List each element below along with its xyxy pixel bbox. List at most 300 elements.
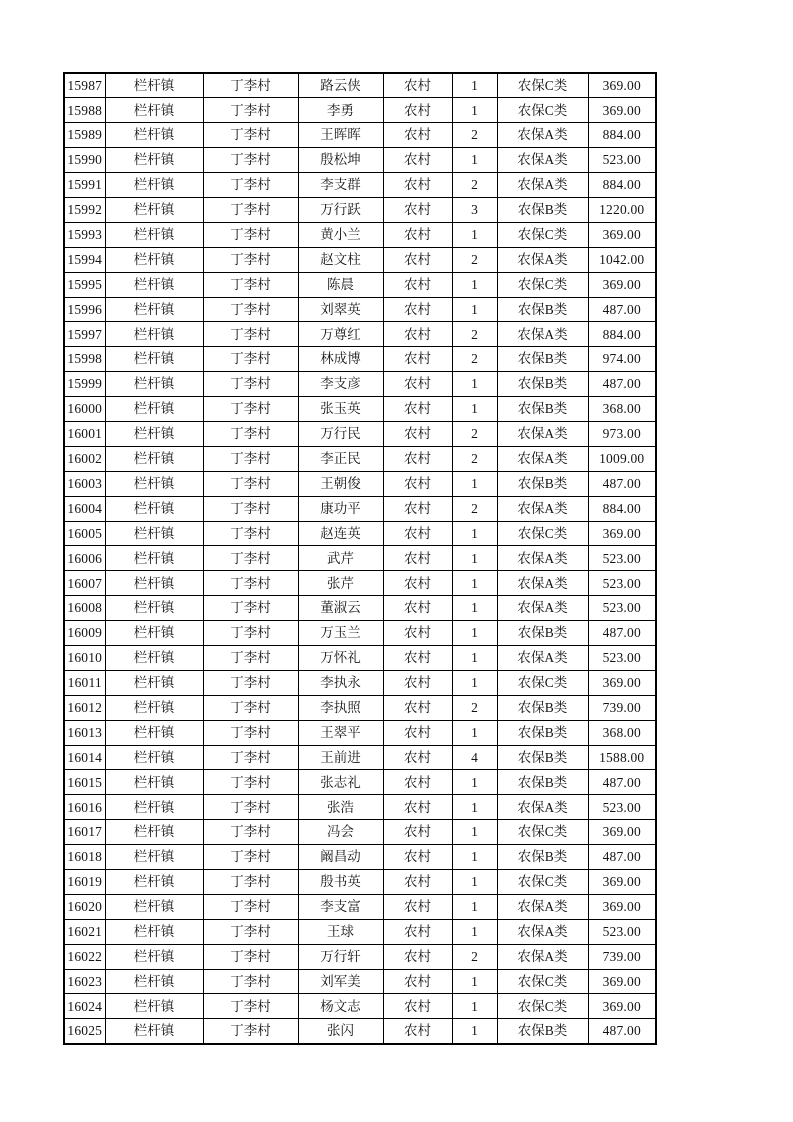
cell-serial: 16018 [64,845,105,870]
cell-village: 丁李村 [203,297,298,322]
cell-serial: 15989 [64,123,105,148]
table-row [64,870,656,895]
cell-person-count: 2 [452,695,497,720]
cell-insurance-category: 农保C类 [497,98,588,123]
cell-serial: 15998 [64,347,105,372]
cell-person-count: 3 [452,197,497,222]
cell-name: 李支群 [298,173,383,198]
cell-insurance-category: 农保B类 [497,695,588,720]
cell-amount: 1588.00 [588,745,656,770]
cell-residence-type: 农村 [383,546,452,571]
cell-insurance-category: 农保C类 [497,272,588,297]
cell-name: 万尊红 [298,322,383,347]
cell-village: 丁李村 [203,919,298,944]
cell-serial: 15991 [64,173,105,198]
table-row [64,645,656,670]
cell-person-count: 1 [452,670,497,695]
cell-name: 林成博 [298,347,383,372]
cell-serial: 16007 [64,571,105,596]
cell-name: 赵文柱 [298,247,383,272]
cell-serial: 16014 [64,745,105,770]
cell-name: 李执永 [298,670,383,695]
cell-residence-type: 农村 [383,870,452,895]
cell-insurance-category: 农保B类 [497,845,588,870]
cell-amount: 369.00 [588,820,656,845]
cell-person-count: 1 [452,770,497,795]
cell-serial: 15988 [64,98,105,123]
table-row [64,919,656,944]
cell-residence-type: 农村 [383,894,452,919]
cell-serial: 16008 [64,596,105,621]
cell-serial: 16011 [64,670,105,695]
cell-name: 冯会 [298,820,383,845]
cell-village: 丁李村 [203,397,298,422]
cell-insurance-category: 农保A类 [497,173,588,198]
cell-village: 丁李村 [203,571,298,596]
cell-town: 栏杆镇 [105,1019,203,1044]
cell-insurance-category: 农保A类 [497,247,588,272]
cell-insurance-category: 农保C类 [497,969,588,994]
cell-person-count: 1 [452,297,497,322]
cell-insurance-category: 农保C类 [497,73,588,98]
cell-name: 万怀礼 [298,645,383,670]
cell-name: 李正民 [298,446,383,471]
cell-serial: 16003 [64,471,105,496]
cell-serial: 16024 [64,994,105,1019]
cell-residence-type: 农村 [383,496,452,521]
cell-village: 丁李村 [203,322,298,347]
cell-amount: 523.00 [588,546,656,571]
cell-person-count: 2 [452,421,497,446]
cell-name: 李勇 [298,98,383,123]
cell-town: 栏杆镇 [105,994,203,1019]
cell-amount: 884.00 [588,496,656,521]
cell-serial: 15997 [64,322,105,347]
cell-town: 栏杆镇 [105,73,203,98]
cell-amount: 369.00 [588,98,656,123]
cell-serial: 16021 [64,919,105,944]
cell-residence-type: 农村 [383,397,452,422]
cell-insurance-category: 农保C类 [497,870,588,895]
cell-village: 丁李村 [203,272,298,297]
cell-village: 丁李村 [203,994,298,1019]
cell-town: 栏杆镇 [105,471,203,496]
cell-person-count: 1 [452,272,497,297]
cell-person-count: 2 [452,446,497,471]
cell-amount: 368.00 [588,397,656,422]
table-row [64,222,656,247]
cell-insurance-category: 农保A类 [497,894,588,919]
cell-village: 丁李村 [203,446,298,471]
cell-village: 丁李村 [203,421,298,446]
cell-town: 栏杆镇 [105,98,203,123]
cell-person-count: 1 [452,820,497,845]
cell-town: 栏杆镇 [105,347,203,372]
cell-person-count: 2 [452,496,497,521]
cell-amount: 487.00 [588,372,656,397]
cell-insurance-category: 农保B类 [497,770,588,795]
table-row [64,745,656,770]
cell-residence-type: 农村 [383,571,452,596]
cell-residence-type: 农村 [383,919,452,944]
cell-village: 丁李村 [203,1019,298,1044]
cell-town: 栏杆镇 [105,571,203,596]
cell-name: 张浩 [298,795,383,820]
table-row [64,123,656,148]
cell-insurance-category: 农保B类 [497,397,588,422]
cell-name: 武芹 [298,546,383,571]
table-row [64,845,656,870]
cell-person-count: 1 [452,969,497,994]
cell-serial: 16002 [64,446,105,471]
cell-insurance-category: 农保A类 [497,571,588,596]
cell-amount: 369.00 [588,521,656,546]
cell-insurance-category: 农保A类 [497,795,588,820]
cell-amount: 368.00 [588,720,656,745]
cell-amount: 487.00 [588,297,656,322]
cell-name: 李支彦 [298,372,383,397]
cell-residence-type: 农村 [383,446,452,471]
cell-serial: 16025 [64,1019,105,1044]
cell-village: 丁李村 [203,222,298,247]
cell-village: 丁李村 [203,372,298,397]
table-row [64,820,656,845]
table-row [64,1019,656,1044]
cell-insurance-category: 农保C类 [497,222,588,247]
cell-person-count: 2 [452,247,497,272]
cell-person-count: 1 [452,845,497,870]
cell-town: 栏杆镇 [105,322,203,347]
cell-residence-type: 农村 [383,621,452,646]
cell-village: 丁李村 [203,820,298,845]
cell-serial: 16016 [64,795,105,820]
table-row [64,894,656,919]
cell-residence-type: 农村 [383,471,452,496]
cell-village: 丁李村 [203,770,298,795]
cell-serial: 16019 [64,870,105,895]
cell-village: 丁李村 [203,596,298,621]
cell-residence-type: 农村 [383,247,452,272]
cell-name: 黄小兰 [298,222,383,247]
cell-town: 栏杆镇 [105,397,203,422]
cell-insurance-category: 农保A类 [497,123,588,148]
cell-residence-type: 农村 [383,944,452,969]
cell-town: 栏杆镇 [105,720,203,745]
cell-person-count: 1 [452,397,497,422]
table-row [64,471,656,496]
cell-insurance-category: 农保B类 [497,1019,588,1044]
cell-serial: 15987 [64,73,105,98]
cell-serial: 15999 [64,372,105,397]
table-row [64,98,656,123]
table-row [64,322,656,347]
cell-town: 栏杆镇 [105,247,203,272]
table-row [64,670,656,695]
cell-town: 栏杆镇 [105,546,203,571]
cell-name: 刘翠英 [298,297,383,322]
cell-residence-type: 农村 [383,670,452,695]
table-row [64,73,656,98]
cell-amount: 369.00 [588,994,656,1019]
cell-amount: 487.00 [588,1019,656,1044]
cell-name: 王前进 [298,745,383,770]
cell-village: 丁李村 [203,347,298,372]
table-row [64,297,656,322]
cell-town: 栏杆镇 [105,845,203,870]
cell-person-count: 1 [452,870,497,895]
cell-amount: 487.00 [588,471,656,496]
table-row [64,148,656,173]
cell-amount: 369.00 [588,222,656,247]
table-row [64,695,656,720]
cell-town: 栏杆镇 [105,919,203,944]
cell-amount: 739.00 [588,695,656,720]
cell-residence-type: 农村 [383,770,452,795]
cell-village: 丁李村 [203,670,298,695]
cell-person-count: 1 [452,222,497,247]
cell-serial: 15995 [64,272,105,297]
cell-residence-type: 农村 [383,73,452,98]
cell-person-count: 1 [452,720,497,745]
cell-name: 陈晨 [298,272,383,297]
cell-village: 丁李村 [203,197,298,222]
cell-name: 刘军美 [298,969,383,994]
table-row [64,969,656,994]
table-row [64,372,656,397]
cell-person-count: 2 [452,123,497,148]
cell-person-count: 2 [452,173,497,198]
cell-name: 王朝俊 [298,471,383,496]
cell-town: 栏杆镇 [105,272,203,297]
cell-residence-type: 农村 [383,596,452,621]
cell-village: 丁李村 [203,148,298,173]
cell-name: 张志礼 [298,770,383,795]
cell-person-count: 1 [452,98,497,123]
cell-serial: 16020 [64,894,105,919]
cell-town: 栏杆镇 [105,421,203,446]
cell-serial: 15990 [64,148,105,173]
cell-town: 栏杆镇 [105,173,203,198]
cell-name: 路云侠 [298,73,383,98]
table-row [64,571,656,596]
cell-residence-type: 农村 [383,297,452,322]
table-row [64,994,656,1019]
cell-residence-type: 农村 [383,197,452,222]
cell-name: 王球 [298,919,383,944]
cell-person-count: 1 [452,471,497,496]
cell-amount: 974.00 [588,347,656,372]
cell-residence-type: 农村 [383,969,452,994]
cell-insurance-category: 农保A类 [497,546,588,571]
cell-village: 丁李村 [203,496,298,521]
cell-village: 丁李村 [203,695,298,720]
cell-name: 万行民 [298,421,383,446]
cell-insurance-category: 农保A类 [497,421,588,446]
cell-serial: 16022 [64,944,105,969]
cell-town: 栏杆镇 [105,770,203,795]
cell-serial: 15993 [64,222,105,247]
cell-serial: 15992 [64,197,105,222]
cell-name: 万行轩 [298,944,383,969]
cell-amount: 369.00 [588,870,656,895]
cell-town: 栏杆镇 [105,372,203,397]
cell-amount: 523.00 [588,795,656,820]
cell-town: 栏杆镇 [105,596,203,621]
cell-person-count: 1 [452,1019,497,1044]
cell-amount: 523.00 [588,148,656,173]
cell-amount: 487.00 [588,770,656,795]
cell-insurance-category: 农保A类 [497,645,588,670]
table-row [64,596,656,621]
cell-town: 栏杆镇 [105,944,203,969]
cell-person-count: 2 [452,944,497,969]
cell-residence-type: 农村 [383,148,452,173]
cell-insurance-category: 农保C类 [497,820,588,845]
roster-table-body [64,73,656,1044]
cell-residence-type: 农村 [383,1019,452,1044]
cell-residence-type: 农村 [383,372,452,397]
cell-village: 丁李村 [203,745,298,770]
cell-amount: 523.00 [588,919,656,944]
cell-person-count: 1 [452,795,497,820]
cell-village: 丁李村 [203,944,298,969]
cell-town: 栏杆镇 [105,870,203,895]
table-row [64,621,656,646]
cell-village: 丁李村 [203,123,298,148]
cell-person-count: 1 [452,546,497,571]
cell-village: 丁李村 [203,845,298,870]
cell-residence-type: 农村 [383,745,452,770]
cell-serial: 16023 [64,969,105,994]
table-row [64,521,656,546]
cell-amount: 369.00 [588,969,656,994]
cell-village: 丁李村 [203,98,298,123]
cell-name: 杨文志 [298,994,383,1019]
cell-amount: 523.00 [588,571,656,596]
cell-town: 栏杆镇 [105,670,203,695]
cell-town: 栏杆镇 [105,446,203,471]
cell-person-count: 1 [452,73,497,98]
cell-residence-type: 农村 [383,421,452,446]
cell-residence-type: 农村 [383,720,452,745]
cell-insurance-category: 农保B类 [497,745,588,770]
table-row [64,720,656,745]
table-row [64,397,656,422]
cell-insurance-category: 农保A类 [497,919,588,944]
cell-town: 栏杆镇 [105,496,203,521]
table-row [64,347,656,372]
cell-village: 丁李村 [203,173,298,198]
cell-residence-type: 农村 [383,994,452,1019]
cell-amount: 1042.00 [588,247,656,272]
cell-village: 丁李村 [203,720,298,745]
cell-person-count: 1 [452,148,497,173]
cell-village: 丁李村 [203,645,298,670]
cell-insurance-category: 农保A类 [497,496,588,521]
cell-name: 王翠平 [298,720,383,745]
cell-name: 赵连英 [298,521,383,546]
cell-residence-type: 农村 [383,645,452,670]
table-row [64,546,656,571]
cell-residence-type: 农村 [383,222,452,247]
cell-serial: 16006 [64,546,105,571]
cell-residence-type: 农村 [383,123,452,148]
cell-serial: 16013 [64,720,105,745]
cell-serial: 15994 [64,247,105,272]
cell-village: 丁李村 [203,621,298,646]
cell-amount: 1009.00 [588,446,656,471]
cell-serial: 16009 [64,621,105,646]
cell-town: 栏杆镇 [105,222,203,247]
cell-name: 张芹 [298,571,383,596]
cell-residence-type: 农村 [383,795,452,820]
table-row [64,197,656,222]
cell-amount: 369.00 [588,73,656,98]
cell-insurance-category: 农保A类 [497,148,588,173]
cell-insurance-category: 农保B类 [497,347,588,372]
cell-town: 栏杆镇 [105,820,203,845]
cell-residence-type: 农村 [383,695,452,720]
cell-person-count: 1 [452,571,497,596]
cell-person-count: 2 [452,347,497,372]
cell-town: 栏杆镇 [105,148,203,173]
cell-amount: 369.00 [588,894,656,919]
cell-name: 李执照 [298,695,383,720]
cell-amount: 1220.00 [588,197,656,222]
cell-insurance-category: 农保C类 [497,670,588,695]
cell-town: 栏杆镇 [105,197,203,222]
cell-name: 殷书英 [298,870,383,895]
cell-person-count: 1 [452,645,497,670]
table-row [64,770,656,795]
cell-town: 栏杆镇 [105,645,203,670]
cell-insurance-category: 农保B类 [497,297,588,322]
cell-serial: 16010 [64,645,105,670]
cell-serial: 15996 [64,297,105,322]
cell-serial: 16000 [64,397,105,422]
cell-person-count: 1 [452,621,497,646]
roster-table [63,72,657,1045]
cell-village: 丁李村 [203,471,298,496]
cell-village: 丁李村 [203,969,298,994]
cell-serial: 16015 [64,770,105,795]
cell-person-count: 2 [452,322,497,347]
cell-person-count: 1 [452,994,497,1019]
cell-residence-type: 农村 [383,845,452,870]
cell-amount: 884.00 [588,322,656,347]
cell-insurance-category: 农保A类 [497,596,588,621]
cell-village: 丁李村 [203,894,298,919]
cell-name: 张闪 [298,1019,383,1044]
cell-insurance-category: 农保B类 [497,372,588,397]
cell-name: 阚昌动 [298,845,383,870]
cell-name: 李支富 [298,894,383,919]
table-row [64,944,656,969]
cell-town: 栏杆镇 [105,621,203,646]
cell-serial: 16005 [64,521,105,546]
cell-town: 栏杆镇 [105,123,203,148]
cell-amount: 369.00 [588,670,656,695]
table-row [64,446,656,471]
cell-residence-type: 农村 [383,173,452,198]
cell-residence-type: 农村 [383,98,452,123]
cell-town: 栏杆镇 [105,969,203,994]
cell-village: 丁李村 [203,247,298,272]
cell-amount: 884.00 [588,123,656,148]
cell-insurance-category: 农保B类 [497,197,588,222]
cell-person-count: 1 [452,521,497,546]
cell-name: 万玉兰 [298,621,383,646]
